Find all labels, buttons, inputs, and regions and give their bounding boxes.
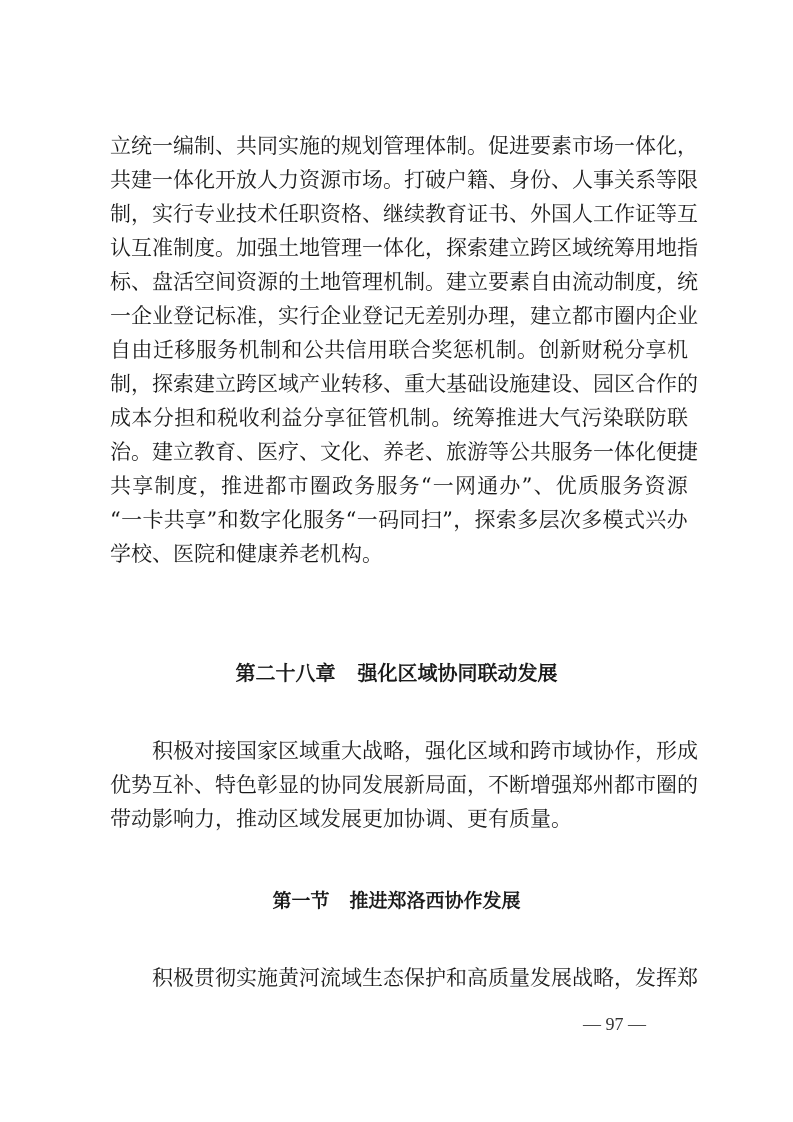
text-line: 共 建 一 体 化 开 放 人 力 资 源 市 场 。 打 破 户 籍 、 身 份 、 人 事 关 系 等 限 bbox=[110, 168, 698, 192]
chapter-title: 强化区域协同联动发展 bbox=[357, 661, 558, 685]
text-line: 治 。 建 立 教 育 、 医 疗 、 文 化 、 养 老 、 旅 游 等 公 共 服 务 一 体 化 便 捷 bbox=[110, 440, 698, 464]
text-line: 带动影响力，推动区域发展更加协调、更有质量。 bbox=[110, 807, 572, 831]
section-number: 第一节 bbox=[272, 890, 330, 912]
text-line: 共 享 制 度 ， 推 进 都 市 圈 政 务 服 务 “ 一 网 通 办 ” 、 优 质 服 务 资 源 bbox=[110, 474, 688, 498]
page-number: — 97 — bbox=[583, 1014, 646, 1034]
text-line: 学校、医院和健康养老机构。 bbox=[110, 542, 383, 566]
text-line: 制 ， 实 行 专 业 技 术 任 职 资 格 、 继 续 教 育 证 书 、 外 国 人 工 作 证 等 互 bbox=[110, 202, 698, 226]
text-line: 立 统 一 编 制 、 共 同 实 施 的 规 划 管 理 体 制 。 促 进 要 素 市 场 一 体 化 ， bbox=[110, 134, 698, 158]
chapter-heading bbox=[0, 657, 793, 689]
text-line: 一 企 业 登 记 标 准 ， 实 行 企 业 登 记 无 差 别 办 理 ， 建 立 都 市 圈 内 企 业 bbox=[110, 304, 698, 328]
text-line: “ 一 卡 共 享 ” 和 数 字 化 服 务 “ 一 码 同 扫 ” ， 探 索 多 层 次 多 模 式 兴 办 bbox=[110, 508, 688, 532]
text-line: 优 势 互 补 、 特 色 彰 显 的 协 同 发 展 新 局 面 ， 不 断 增 强 郑 州 都 市 圈 的 bbox=[110, 773, 698, 797]
text-line: 标 、 盘 活 空 间 资 源 的 土 地 管 理 机 制 。 建 立 要 素 自 由 流 动 制 度 ， 统 bbox=[110, 270, 698, 294]
text-line: 积 极 贯 彻 实 施 黄 河 流 域 生 态 保 护 和 高 质 量 发 展 战 略 ， 发 挥 郑 bbox=[152, 966, 698, 990]
section-title: 推进郑洛西协作发展 bbox=[349, 890, 521, 912]
text-line: 认 互 准 制 度 。 加 强 土 地 管 理 一 体 化 ， 探 索 建 立 跨 区 域 统 筹 用 地 指 bbox=[110, 236, 698, 260]
text-line: 自 由 迁 移 服 务 机 制 和 公 共 信 用 联 合 奖 惩 机 制 。 创 新 财 税 分 享 机 bbox=[110, 338, 688, 362]
text-line: 积 极 对 接 国 家 区 域 重 大 战 略 ， 强 化 区 域 和 跨 市 域 协 作 ， 形 成 bbox=[152, 739, 698, 763]
chapter-number: 第二十八章 bbox=[235, 661, 336, 685]
section-heading bbox=[0, 885, 793, 917]
text-line: 成 本 分 担 和 税 收 利 益 分 享 征 管 机 制 。 统 筹 推 进 大 气 污 染 联 防 联 bbox=[110, 406, 688, 430]
text-line: 制 ， 探 索 建 立 跨 区 域 产 业 转 移 、 重 大 基 础 设 施 建 设 、 园 区 合 作 的 bbox=[110, 372, 698, 396]
